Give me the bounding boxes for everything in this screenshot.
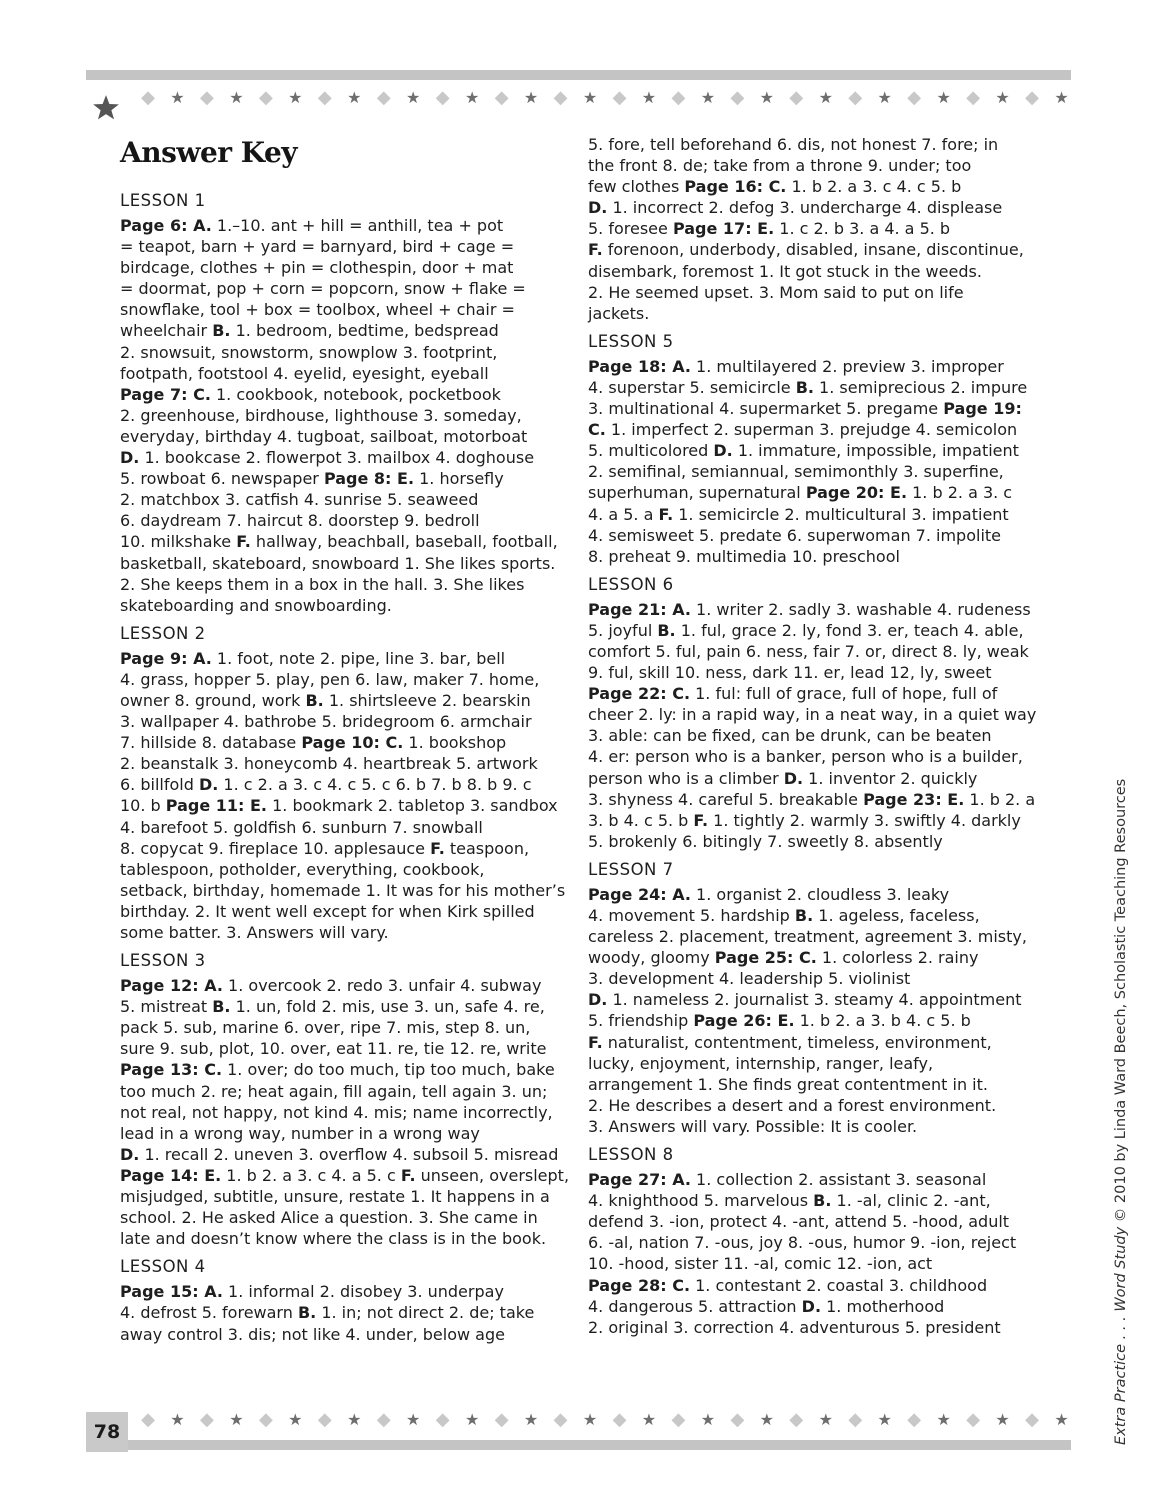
lesson-heading: LESSON 5: [588, 331, 674, 351]
answer-label: D.: [588, 198, 608, 218]
answer-line: 2. He seemed upset. 3. Mom said to put on life: [588, 282, 964, 302]
star-icon: [92, 94, 120, 122]
answer-line: 2. snowsuit, snowstorm, snowplow 3. footprint,: [120, 342, 498, 362]
answer-label: C.: [588, 420, 606, 440]
diamond-icon: ◆: [435, 87, 450, 108]
answer-label: Page 19:: [943, 399, 1022, 419]
answer-label: F.: [400, 1165, 416, 1185]
star-icon: ★: [818, 88, 833, 107]
star-icon: ★: [288, 1410, 303, 1429]
answer-label: Page 10: C.: [301, 733, 404, 753]
answer-line: = teapot, barn + yard = barnyard, bird + cage =: [120, 237, 515, 257]
bottom-border-bar: [86, 1440, 1071, 1450]
star-icon: ★: [288, 88, 303, 107]
answer-line: disembark, foremost 1. It got stuck in the weeds.: [588, 261, 982, 281]
diamond-icon: ◆: [376, 1409, 391, 1430]
diamond-icon: ◆: [200, 87, 214, 108]
answer-line: arrangement 1. She finds great contentment in it.: [588, 1074, 988, 1094]
diamond-icon: ◆: [966, 87, 981, 108]
answer-label: D.: [120, 448, 140, 468]
answer-line: 7. hillside 8. database Page 10: C. 1. bookshop: [120, 733, 507, 753]
answer-line: jackets.: [588, 303, 650, 323]
star-icon: ★: [406, 88, 421, 107]
book-title: Extra Practice . . . Word Study: [1113, 1226, 1129, 1445]
answer-line: defend 3. -ion, protect 4. -ant, attend 5. -hood, adult: [588, 1212, 1010, 1232]
answer-label: D.: [198, 775, 219, 795]
answer-line: 5. friendship Page 26: E. 1. b 2. a 3. b 4. c 5. b: [588, 1011, 971, 1031]
diamond-icon: ◆: [258, 87, 273, 108]
diamond-icon: ◆: [200, 1409, 214, 1430]
answer-line: 3. shyness 4. careful 5. breakable Page 23: E. 1. b 2. a: [588, 789, 1036, 809]
answer-label: Page 9: A.: [120, 648, 212, 668]
answer-line: 4. knighthood 5. marvelous B. 1. -al, clinic 2. -ant,: [588, 1191, 991, 1211]
diamond-icon: ◆: [966, 1409, 981, 1430]
star-icon: ★: [877, 1410, 892, 1429]
right-column-content: [588, 134, 1040, 1338]
answer-line: birdcage, clothes + pin = clothespin, door + mat: [120, 258, 514, 278]
answer-line: 10. milkshake F. hallway, beachball, baseball, football,: [120, 532, 558, 552]
answer-line: lucky, enjoyment, internship, ranger, leafy,: [588, 1053, 934, 1073]
diamond-icon: ◆: [317, 87, 332, 108]
star-icon: ★: [995, 1410, 1010, 1429]
answer-label: B.: [297, 1303, 317, 1323]
answer-label: Page 12: A.: [120, 976, 223, 996]
answer-line: wheelchair B. 1. bedroom, bedtime, bedspread: [120, 321, 499, 341]
star-icon: ★: [700, 88, 716, 107]
answer-line: 2. beanstalk 3. honeycomb 4. heartbreak 5. artwork: [120, 754, 538, 774]
diamond-icon: ◆: [671, 87, 686, 108]
answer-label: Page 20: E.: [805, 483, 908, 503]
answer-line: 4. er: person who is a banker, person who is a builder,: [588, 747, 1023, 767]
star-icon: ★: [170, 1410, 185, 1429]
diamond-icon: ◆: [789, 87, 804, 108]
top-border-bar: [86, 70, 1071, 80]
answer-line: away control 3. dis; not like 4. under, below age: [120, 1324, 505, 1344]
answer-line: everyday, birthday 4. tugboat, sailboat, motorboat: [120, 426, 528, 446]
answer-paragraph: [588, 599, 1040, 852]
answer-line: F. forenoon, underbody, disabled, insane, discontinue,: [588, 240, 1024, 260]
star-icon: ★: [1054, 88, 1069, 107]
star-icon: ★: [995, 88, 1010, 107]
diamond-icon: ◆: [907, 87, 922, 108]
diamond-icon: ◆: [612, 1409, 627, 1430]
diamond-icon: ◆: [848, 87, 863, 108]
top-decoration-row: [140, 88, 1070, 108]
answer-line: not real, not happy, not kind 4. mis; name incorrectly,: [120, 1102, 553, 1122]
answer-label: F.: [236, 532, 251, 552]
star-icon: ★: [464, 1410, 480, 1429]
answer-label: Page 15: A.: [120, 1282, 223, 1302]
answer-line: woody, gloomy Page 25: C. 1. colorless 2. rainy: [588, 948, 979, 968]
diamond-icon: ◆: [730, 87, 745, 108]
answer-line: person who is a climber D. 1. inventor 2. quickly: [588, 768, 978, 788]
star-icon: ★: [523, 88, 539, 107]
left-column: [120, 134, 572, 1351]
answer-line: 10. b Page 11: E. 1. bookmark 2. tabletop 3. sandbox: [120, 796, 558, 816]
answer-line: 6. -al, nation 7. -ous, joy 8. -ous, humor 9. -ion, reject: [588, 1233, 1017, 1253]
answer-label: F.: [430, 838, 445, 858]
answer-line: 4. grass, hopper 5. play, pen 6. law, maker 7. home,: [120, 669, 540, 689]
star-icon: ★: [877, 88, 892, 107]
answer-line: 5. foresee Page 17: E. 1. c 2. b 3. a 4. a 5. b: [588, 219, 951, 239]
answer-line: pack 5. sub, marine 6. over, ripe 7. mis, step 8. un,: [120, 1018, 531, 1038]
answer-line: 3. multinational 4. supermarket 5. pregame Page 19:: [588, 399, 1022, 419]
diamond-icon: ◆: [907, 1409, 922, 1430]
answer-label: B.: [794, 906, 814, 925]
answer-line: 4. a 5. a F. 1. semicircle 2. multicultural 3. impatient: [588, 504, 1009, 524]
answer-line: the front 8. de; take from a throne 9. under; too: [588, 156, 972, 176]
answer-line: tablespoon, potholder, everything, cookbook,: [120, 859, 485, 879]
answer-line: 2. matchbox 3. catfish 4. sunrise 5. seaweed: [120, 490, 479, 510]
answer-line: Page 7: C. 1. cookbook, notebook, pocketbook: [120, 384, 501, 404]
answer-line: Page 18: A. 1. multilayered 2. preview 3. improper: [588, 356, 1004, 376]
star-icon: ★: [170, 88, 185, 107]
diamond-icon: ◆: [141, 1409, 155, 1430]
answer-label: F.: [588, 240, 603, 260]
answer-line: 2. He describes a desert and a forest environment.: [588, 1095, 997, 1115]
answer-paragraph: [588, 356, 1040, 567]
diamond-icon: ◆: [494, 1409, 509, 1430]
answer-label: D.: [783, 768, 804, 788]
answer-label: B.: [657, 620, 676, 640]
answer-line: misjudged, subtitle, unsure, restate 1. It happens in a: [120, 1187, 550, 1207]
answer-line: = doormat, pop + corn = popcorn, snow + flake =: [120, 279, 526, 299]
answer-label: B.: [795, 377, 814, 397]
answer-label: B.: [305, 690, 324, 710]
answer-line: 3. Answers will vary. Possible: It is cooler.: [588, 1116, 918, 1136]
star-icon: ★: [464, 88, 480, 107]
diamond-icon: ◆: [612, 87, 627, 108]
answer-label: Page 23: E.: [863, 789, 965, 809]
answer-label: Page 25: C.: [714, 948, 817, 968]
lesson-heading: LESSON 4: [120, 1257, 206, 1277]
answer-label: Page 17: E.: [672, 219, 775, 239]
answer-label: Page 21: A.: [588, 599, 691, 619]
answer-label: Page 22: C.: [588, 684, 691, 704]
left-column-content: [120, 190, 572, 1345]
answer-line: Page 6: A. 1.–10. ant + hill = anthill, tea + pot: [120, 216, 504, 235]
diamond-icon: ◆: [376, 87, 391, 108]
answer-paragraph: [120, 1281, 572, 1344]
answer-line: 5. multicolored D. 1. immature, impossible, impatient: [588, 441, 1019, 461]
answer-line: cheer 2. ly: in a rapid way, in a neat way, in a quiet way: [588, 705, 1037, 725]
answer-line: 4. movement 5. hardship B. 1. ageless, faceless,: [588, 906, 980, 925]
star-icon: ★: [700, 1410, 716, 1429]
answer-line: Page 13: C. 1. over; do too much, tip too much, bake: [120, 1060, 555, 1080]
lesson-heading: LESSON 2: [120, 623, 206, 643]
answer-line: school. 2. He asked Alice a question. 3. She came in: [120, 1208, 538, 1228]
answer-paragraph: [588, 134, 1040, 324]
answer-paragraph: [120, 648, 572, 943]
answer-label: D.: [801, 1296, 822, 1316]
diamond-icon: ◆: [1025, 1409, 1039, 1430]
answer-line: footpath, footstool 4. eyelid, eyesight, eyeball: [120, 363, 489, 383]
answer-line: setback, birthday, homemade 1. It was for his mother’s: [120, 880, 566, 900]
answer-line: F. naturalist, contentment, timeless, environment,: [588, 1032, 992, 1052]
answer-label: F.: [658, 504, 674, 524]
answer-line: 6. billfold D. 1. c 2. a 3. c 4. c 5. c 6. b 7. b 8. b 9. c: [120, 775, 532, 795]
diamond-icon: ◆: [258, 1409, 273, 1430]
answer-line: late and doesn’t know where the class is in the book.: [120, 1229, 547, 1249]
star-icon: ★: [229, 88, 244, 107]
diamond-icon: ◆: [141, 87, 155, 108]
answer-line: 2. semifinal, semiannual, semimonthly 3. superfine,: [588, 462, 1004, 482]
answer-line: Page 27: A. 1. collection 2. assistant 3. seasonal: [588, 1170, 987, 1190]
star-icon: ★: [406, 1410, 421, 1429]
answer-line: Page 24: A. 1. organist 2. cloudless 3. leaky: [588, 884, 950, 904]
answer-line: too much 2. re; heat again, fill again, tell again 3. un;: [120, 1081, 548, 1101]
diamond-icon: ◆: [789, 1409, 804, 1430]
answer-line: sure 9. sub, plot, 10. over, eat 11. re, tie 12. re, write: [120, 1039, 547, 1059]
star-icon: ★: [229, 1410, 244, 1429]
answer-line: D. 1. bookcase 2. flowerpot 3. mailbox 4. doghouse: [120, 448, 535, 468]
answer-line: 3. b 4. c 5. b F. 1. tightly 2. warmly 3. swiftly 4. darkly: [588, 810, 1021, 830]
answer-line: snowflake, tool + box = toolbox, wheel + chair =: [120, 300, 515, 320]
star-icon: ★: [818, 1410, 833, 1429]
answer-line: 10. -hood, sister 11. -al, comic 12. -ion, act: [588, 1254, 933, 1274]
answer-line: 4. semisweet 5. predate 6. superwoman 7. impolite: [588, 525, 1002, 545]
answer-line: 4. dangerous 5. attraction D. 1. motherhood: [588, 1296, 945, 1316]
answer-line: 8. copycat 9. fireplace 10. applesauce F. teaspoon,: [120, 838, 530, 858]
answer-label: Page 14: E.: [120, 1165, 222, 1185]
answer-line: 2. original 3. correction 4. adventurous 5. president: [588, 1317, 1001, 1337]
answer-label: Page 18: A.: [588, 356, 691, 376]
lesson-heading: LESSON 7: [588, 859, 674, 879]
diamond-icon: ◆: [435, 1409, 450, 1430]
copyright-sidebar: [1113, 778, 1129, 1445]
answer-label: Page 7: C.: [120, 384, 211, 404]
star-icon: ★: [936, 1410, 951, 1429]
answer-label: D.: [588, 990, 608, 1010]
star-icon: ★: [582, 1410, 598, 1429]
answer-label: Page 27: A.: [588, 1170, 691, 1190]
lesson-heading: LESSON 6: [588, 574, 674, 594]
answer-label: Page 8: E.: [323, 469, 415, 489]
answer-line: careless 2. placement, treatment, agreement 3. misty,: [588, 927, 1027, 947]
answer-label: F.: [588, 1032, 603, 1052]
answer-line: C. 1. imperfect 2. superman 3. prejudge 4. semicolon: [588, 420, 1018, 440]
star-icon: ★: [759, 88, 775, 107]
answer-line: 3. wallpaper 4. bathrobe 5. bridegroom 6. armchair: [120, 712, 532, 732]
answer-label: B.: [813, 1191, 832, 1211]
bottom-decoration-row: [140, 1410, 1070, 1430]
answer-line: Page 22: C. 1. ful: full of grace, full of hope, full of: [588, 684, 998, 704]
star-icon: ★: [347, 1410, 362, 1429]
answer-line: 9. ful, skill 10. ness, dark 11. er, lead 12, ly, sweet: [588, 663, 992, 683]
answer-line: Page 14: E. 1. b 2. a 3. c 4. a 5. c F. unseen, overslept,: [120, 1165, 570, 1185]
answer-label: D.: [713, 441, 733, 461]
star-icon: ★: [641, 1410, 657, 1429]
answer-label: Page 13: C.: [120, 1060, 223, 1080]
diamond-icon: ◆: [317, 1409, 332, 1430]
star-icon: ★: [759, 1410, 775, 1429]
answer-line: Page 12: A. 1. overcook 2. redo 3. unfair 4. subway: [120, 976, 542, 996]
answer-paragraph: [588, 884, 1040, 1137]
answer-line: D. 1. incorrect 2. defog 3. undercharge 4. displease: [588, 198, 1003, 218]
answer-label: Page 16: C.: [684, 177, 787, 197]
answer-line: D. 1. nameless 2. journalist 3. steamy 4. appointment: [588, 990, 1022, 1010]
diamond-icon: ◆: [671, 1409, 686, 1430]
page-title: Answer Key: [120, 136, 298, 169]
answer-line: Page 21: A. 1. writer 2. sadly 3. washable 4. rudeness: [588, 599, 1031, 619]
diamond-icon: ◆: [730, 1409, 745, 1430]
answer-label: D.: [120, 1144, 140, 1164]
star-icon: ★: [523, 1410, 539, 1429]
star-icon: ★: [936, 88, 951, 107]
answer-line: 5. joyful B. 1. ful, grace 2. ly, fond 3. er, teach 4. able,: [588, 620, 1024, 640]
lesson-heading: LESSON 8: [588, 1145, 674, 1165]
answer-line: 5. rowboat 6. newspaper Page 8: E. 1. horsefly: [120, 469, 504, 489]
answer-line: owner 8. ground, work B. 1. shirtsleeve 2. bearskin: [120, 690, 531, 710]
answer-line: 5. mistreat B. 1. un, fold 2. mis, use 3. un, safe 4. re,: [120, 997, 545, 1017]
answer-line: 5. fore, tell beforehand 6. dis, not honest 7. fore; in: [588, 135, 999, 154]
answer-line: some batter. 3. Answers will vary.: [120, 923, 389, 942]
answer-paragraph: [120, 215, 572, 616]
answer-line: lead in a wrong way, number in a wrong way: [120, 1123, 480, 1143]
answer-line: Page 9: A. 1. foot, note 2. pipe, line 3. bar, bell: [120, 648, 506, 668]
answer-line: 4. defrost 5. forewarn B. 1. in; not direct 2. de; take: [120, 1303, 535, 1323]
star-icon: ★: [347, 88, 362, 107]
diamond-icon: ◆: [494, 87, 509, 108]
answer-line: 5. brokenly 6. bitingly 7. sweetly 8. absently: [588, 831, 943, 851]
answer-line: 4. barefoot 5. goldfish 6. sunburn 7. snowball: [120, 817, 483, 837]
copyright-text: © 2010 by Linda Ward Beech, Scholastic Teaching Resources: [1113, 778, 1129, 1227]
answer-label: F.: [693, 810, 709, 830]
answer-line: 8. preheat 9. multimedia 10. preschool: [588, 546, 900, 566]
right-column: [588, 134, 1040, 1344]
answer-line: Page 28: C. 1. contestant 2. coastal 3. childhood: [588, 1275, 988, 1295]
answer-label: B.: [212, 997, 231, 1017]
star-icon: ★: [641, 88, 657, 107]
answer-line: 2. greenhouse, birdhouse, lighthouse 3. someday,: [120, 405, 522, 425]
diamond-icon: ◆: [553, 87, 568, 108]
star-icon: ★: [582, 88, 598, 107]
answer-label: Page 24: A.: [588, 884, 691, 904]
page-number: 78: [86, 1412, 128, 1452]
answer-label: B.: [212, 321, 231, 341]
answer-label: Page 6: A.: [120, 216, 212, 235]
answer-line: 4. superstar 5. semicircle B. 1. semiprecious 2. impure: [588, 377, 1028, 397]
answer-line: 3. able: can be fixed, can be drunk, can be beaten: [588, 726, 992, 746]
answer-line: birthday. 2. It went well except for when Kirk spilled: [120, 901, 535, 921]
answer-line: comfort 5. ful, pain 6. ness, fair 7. or, direct 8. ly, weak: [588, 641, 1029, 661]
answer-line: 6. daydream 7. haircut 8. doorstep 9. bedroll: [120, 511, 480, 531]
answer-paragraph: [588, 1169, 1040, 1338]
answer-paragraph: [120, 975, 572, 1249]
lesson-heading: LESSON 3: [120, 951, 206, 971]
answer-line: superhuman, supernatural Page 20: E. 1. b 2. a 3. c: [588, 483, 1013, 503]
answer-line: 2. She keeps them in a box in the hall. 3. She likes: [120, 574, 525, 594]
diamond-icon: ◆: [1025, 87, 1039, 108]
diamond-icon: ◆: [848, 1409, 863, 1430]
answer-label: Page 26: E.: [693, 1011, 795, 1031]
answer-label: Page 28: C.: [588, 1275, 691, 1295]
answer-label: Page 11: E.: [165, 796, 267, 816]
answer-line: basketball, skateboard, snowboard 1. She likes sports.: [120, 553, 556, 573]
star-icon: ★: [1054, 1410, 1069, 1429]
answer-line: skateboarding and snowboarding.: [120, 595, 392, 615]
answer-line: D. 1. recall 2. uneven 3. overflow 4. subsoil 5. misread: [120, 1144, 559, 1164]
answer-line: Page 15: A. 1. informal 2. disobey 3. underpay: [120, 1282, 504, 1302]
answer-line: few clothes Page 16: C. 1. b 2. a 3. c 4. c 5. b: [588, 177, 962, 197]
diamond-icon: ◆: [553, 1409, 568, 1430]
answer-line: 3. development 4. leadership 5. violinist: [588, 969, 911, 989]
lesson-heading: LESSON 1: [120, 191, 206, 210]
